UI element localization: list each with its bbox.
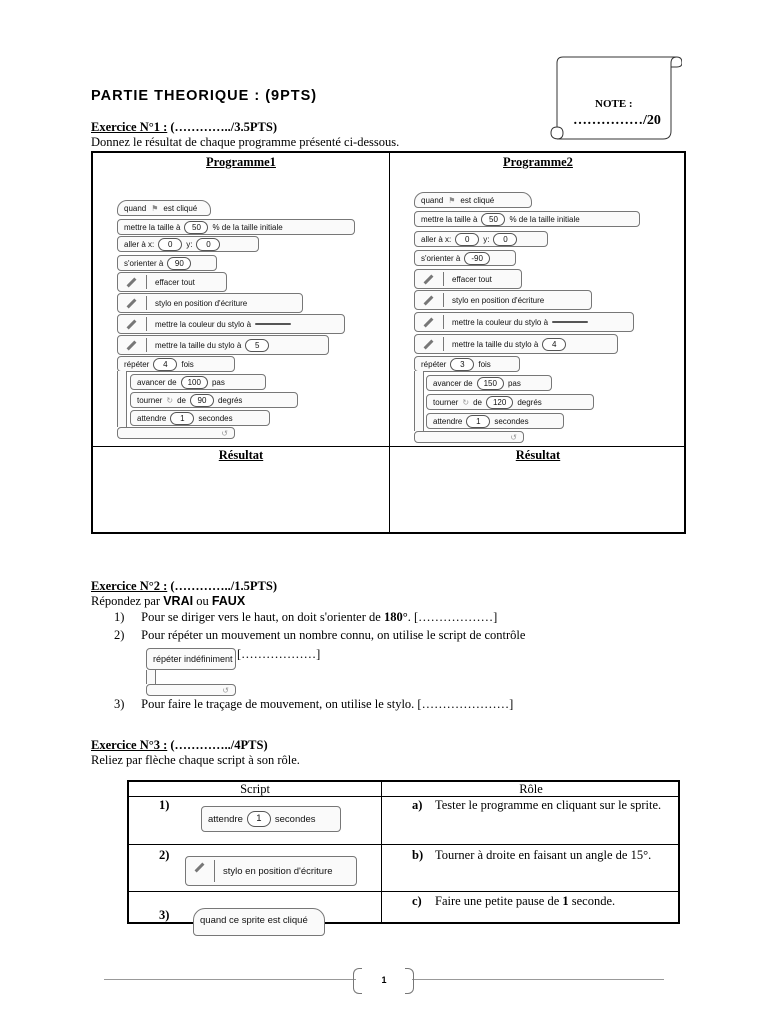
p2-b1a: quand [421, 195, 444, 205]
p2-b3a: aller à x: [421, 234, 452, 244]
loop-arrow-icon: ↺ [222, 685, 229, 695]
note-value-text: ……………/20 [573, 113, 661, 128]
ex3-points: (…………../4PTS) [170, 738, 268, 752]
ex2-vrai: VRAI [163, 594, 194, 608]
p1-b4v: 90 [167, 257, 191, 270]
p2-repeat [414, 356, 520, 372]
forever-block-bottom [146, 684, 236, 696]
p2-clear [414, 269, 522, 289]
ex3-row1-num: 1) [159, 798, 170, 812]
p2-move [426, 375, 552, 391]
footer-line-left [104, 979, 356, 980]
ex3-row3-role-v: 1 [562, 894, 569, 908]
p2-b9b: fois [478, 359, 491, 369]
note-label: NOTE : [595, 98, 633, 110]
loop-arrow-icon: ↺ [221, 428, 228, 438]
p1-b7: mettre la couleur du stylo à [155, 319, 252, 329]
flag-icon: ⚑ [448, 195, 456, 205]
forever-block-label: répéter indéfiniment [153, 654, 233, 664]
ex2-instruction [91, 594, 245, 609]
p2-b2v: 50 [481, 213, 505, 226]
p1-b5: effacer tout [155, 277, 195, 287]
ex3-row1-role: Tester le programme en cliquant sur le sprite. [435, 798, 662, 812]
p1-b8v: 5 [245, 339, 269, 352]
p2-b3y: 0 [493, 233, 517, 246]
pen-icon [421, 315, 444, 329]
footer-bracket-left [353, 968, 362, 994]
ex1-instruction: Donnez le résultat de chaque programme présenté ci-dessous. [91, 135, 400, 149]
ex3-hline-2 [129, 891, 678, 892]
p2-goto-xy [414, 231, 548, 247]
ex2-q2-text: Pour répéter un mouvement un nombre connu, on utilise le script de contrôle [141, 628, 526, 642]
p2-b10a: avancer de [433, 378, 473, 388]
p2-b3x: 0 [455, 233, 479, 246]
ex1-table-vline [389, 153, 390, 532]
ex2-points: (…………../1.5PTS) [170, 579, 277, 593]
ex3-row2-block [185, 856, 357, 886]
ex1-points: (…………../3.5PTS) [170, 120, 277, 134]
ex3-row1-block-a: attendre [208, 813, 243, 825]
p1-set-size [117, 219, 355, 235]
p1-b9a: répéter [124, 359, 150, 369]
rotate-icon: ↻ [462, 397, 470, 407]
p1-move [130, 374, 266, 390]
pen-icon [421, 293, 444, 307]
ex2-q1-angle: 180° [383, 610, 408, 624]
p2-b12a: attendre [433, 416, 463, 426]
p2-b8: mettre la taille du stylo à [452, 339, 539, 349]
ex3-table [127, 780, 680, 924]
ex3-vline [381, 782, 382, 922]
page-number: 1 [381, 975, 387, 985]
result2-header: Résultat [515, 448, 561, 462]
p2-color-swatch [552, 321, 588, 323]
p2-pen-down [414, 290, 592, 310]
ex2-q1 [114, 610, 497, 625]
p2-wait [426, 413, 564, 429]
p2-b12b: secondes [494, 416, 529, 426]
forever-block-top [146, 648, 236, 670]
p2-b11a: tourner [433, 397, 459, 407]
p1-goto-xy [117, 236, 259, 252]
p2-b1b: est cliqué [460, 195, 495, 205]
p1-b1a: quand [124, 203, 147, 213]
p1-b1b: est cliqué [163, 203, 198, 213]
ex3-row2-num: 2) [159, 848, 170, 862]
p1-repeat [117, 356, 235, 372]
ex2-q3-num: 3) [114, 697, 125, 711]
p2-pen-color [414, 312, 634, 332]
p2-point-direction [414, 250, 516, 266]
pen-icon [124, 296, 147, 310]
p2-b11c: degrés [517, 397, 542, 407]
ex3-row3-block [193, 908, 325, 936]
page-title: PARTIE THEORIQUE : (9PTS) [91, 88, 318, 104]
pen-icon [192, 860, 215, 882]
ex1-title-label: Exercice N°1 : [91, 120, 168, 134]
ex3-row3-letter: c) [412, 894, 422, 908]
p2-b8v: 4 [542, 338, 566, 351]
p1-pen-color [117, 314, 345, 334]
ex3-row1-block-v: 1 [247, 811, 271, 827]
ex1-table-hline [93, 446, 684, 447]
p1-b2b: % de la taille initiale [212, 222, 283, 232]
ex2-q2 [114, 628, 525, 643]
p1-b4a: s'orienter à [124, 258, 164, 268]
ex3-row3-role-a: Faire une petite pause de [435, 894, 560, 908]
p1-point-direction [117, 255, 217, 271]
p1-pen-down [117, 293, 303, 313]
ex2-q1-text: Pour se diriger vers le haut, on doit s'orienter de [141, 610, 381, 624]
result1-header: Résultat [218, 448, 264, 462]
p1-b2v: 50 [184, 221, 208, 234]
p2-b2b: % de la taille initiale [509, 214, 580, 224]
p1-when-flag-clicked [117, 200, 211, 216]
ex2-title-label: Exercice N°2 : [91, 579, 168, 593]
pen-icon [421, 272, 444, 286]
pen-icon [124, 338, 147, 352]
footer-line-right [412, 979, 664, 980]
ex3-row3-role [435, 894, 665, 909]
ex3-row1-block [201, 806, 341, 832]
p2-turn [426, 394, 594, 410]
forever-block-bar [146, 670, 156, 684]
p1-b12a: attendre [137, 413, 167, 423]
note-value [573, 113, 661, 129]
ex2-faux: FAUX [211, 594, 246, 608]
p2-set-size [414, 211, 640, 227]
p1-clear [117, 272, 227, 292]
footer-bracket-right [405, 968, 414, 994]
p2-b4a: s'orienter à [421, 253, 461, 263]
p1-repeat-bar [117, 371, 127, 427]
p1-repeat-end [117, 427, 235, 439]
ex3-row2-role: Tourner à droite en faisant un angle de 15°. [435, 848, 652, 862]
ex2-title [91, 579, 277, 594]
ex3-row2-letter: b) [412, 848, 424, 862]
p2-repeat-bar [414, 371, 424, 431]
p1-b8: mettre la taille du stylo à [155, 340, 242, 350]
ex3-row3-num: 3) [159, 908, 170, 922]
p1-b6: stylo en position d'écriture [155, 298, 248, 308]
ex2-ou: ou [196, 594, 209, 608]
p1-color-swatch [255, 323, 291, 325]
ex2-q1-blank: . [………………] [407, 610, 498, 624]
p2-when-flag-clicked [414, 192, 532, 208]
ex3-col-script: Script [240, 782, 270, 796]
rotate-icon: ↻ [166, 395, 174, 405]
ex2-q3 [114, 697, 513, 712]
p1-b9v: 4 [153, 358, 177, 371]
flag-icon: ⚑ [151, 203, 159, 213]
p1-pen-size [117, 335, 329, 355]
p2-b3b: y: [483, 234, 490, 244]
p1-turn [130, 392, 298, 408]
prog1-header: Programme1 [206, 155, 276, 169]
ex3-row3-block-label: quand ce sprite est cliqué [200, 915, 308, 926]
pen-icon [421, 337, 444, 351]
ex3-instruction: Reliez par flèche chaque script à son rôle. [91, 753, 300, 767]
ex2-q2-blank: [………………] [237, 647, 321, 661]
p2-b2a: mettre la taille à [421, 214, 478, 224]
p2-b6: stylo en position d'écriture [452, 295, 545, 305]
ex2-q2-num: 2) [114, 628, 125, 642]
pen-icon [124, 275, 147, 289]
ex3-row2-block-label: stylo en position d'écriture [223, 865, 333, 877]
ex3-row3-role-b: seconde. [571, 894, 616, 908]
ex2-q1-num: 1) [114, 610, 125, 624]
ex3-row1-block-b: secondes [274, 813, 316, 825]
p2-b5: effacer tout [452, 274, 492, 284]
p1-b11v: 90 [190, 394, 214, 407]
ex3-title [91, 738, 268, 753]
p1-wait [130, 410, 270, 426]
p2-b11b: de [473, 397, 482, 407]
p1-b11b: de [177, 395, 186, 405]
p2-b9v: 3 [450, 358, 474, 371]
p1-b3y: 0 [196, 238, 220, 251]
p1-b10b: pas [211, 377, 225, 387]
p2-repeat-end [414, 431, 524, 443]
ex3-hline-1 [129, 844, 678, 845]
loop-arrow-icon: ↺ [510, 432, 517, 442]
p2-b4v: -90 [464, 252, 490, 265]
p1-b12b: secondes [198, 413, 233, 423]
pen-icon [124, 317, 147, 331]
p1-b10v: 100 [181, 376, 208, 389]
p2-b10v: 150 [477, 377, 504, 390]
ex1-title [91, 120, 277, 135]
ex2-instruction-text: Répondez par [91, 594, 161, 608]
ex3-title-label: Exercice N°3 : [91, 738, 168, 752]
ex2-q3-text: Pour faire le traçage de mouvement, on utilise le stylo. […………………] [141, 697, 514, 711]
p2-b12v: 1 [466, 415, 490, 428]
p2-b7: mettre la couleur du stylo à [452, 317, 549, 327]
p2-b10b: pas [507, 378, 521, 388]
p2-b11v: 120 [486, 396, 513, 409]
p1-b9b: fois [181, 359, 194, 369]
p1-b3a: aller à x: [124, 239, 155, 249]
p1-b11a: tourner [137, 395, 163, 405]
p1-b2a: mettre la taille à [124, 222, 181, 232]
ex3-row1-letter: a) [412, 798, 423, 812]
p2-pen-size [414, 334, 618, 354]
p1-b3b: y: [186, 239, 193, 249]
ex3-col-role: Rôle [519, 782, 543, 796]
p1-b3x: 0 [158, 238, 182, 251]
p2-b9a: répéter [421, 359, 447, 369]
p1-b11c: degrés [217, 395, 243, 405]
p1-b10a: avancer de [137, 377, 177, 387]
prog2-header: Programme2 [503, 155, 573, 169]
p1-b12v: 1 [170, 412, 194, 425]
